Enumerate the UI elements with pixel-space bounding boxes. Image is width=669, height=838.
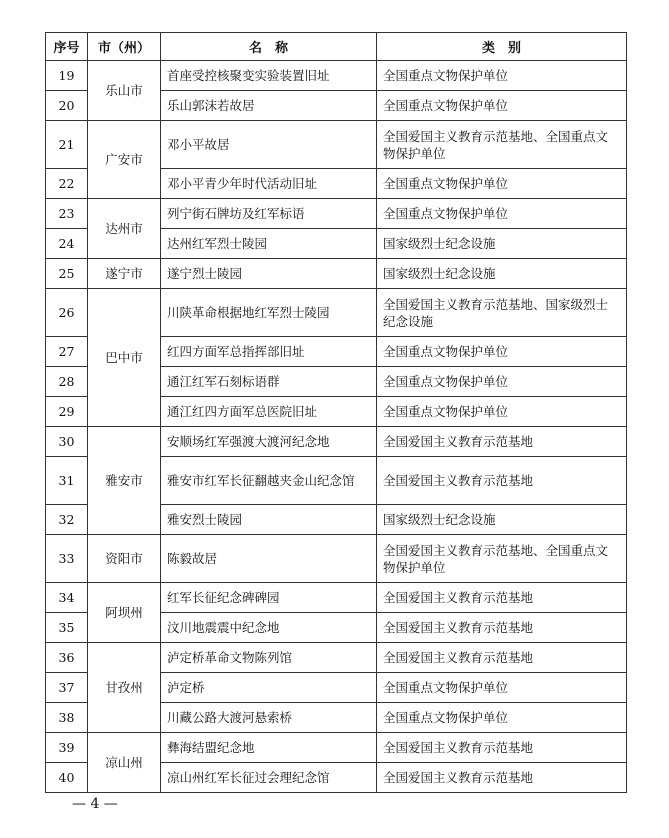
site-name: 汶川地震震中纪念地	[161, 613, 377, 643]
table-row	[46, 535, 627, 583]
site-category: 全国重点文物保护单位	[377, 703, 627, 733]
page-number: — 4 —	[72, 796, 118, 812]
table-row	[46, 199, 627, 229]
header-num: 序号	[46, 33, 88, 61]
row-number: 32	[46, 505, 88, 535]
site-name: 彝海结盟纪念地	[161, 733, 377, 763]
row-number: 29	[46, 397, 88, 427]
site-category: 全国重点文物保护单位	[377, 337, 627, 367]
table-row	[46, 427, 627, 457]
table-body	[46, 61, 627, 793]
row-number: 25	[46, 259, 88, 289]
site-category: 全国爱国主义教育示范基地、全国重点文物保护单位	[377, 535, 627, 583]
row-number: 37	[46, 673, 88, 703]
header-type: 类 别	[377, 33, 627, 61]
table-row	[46, 259, 627, 289]
city-cell: 广安市	[88, 121, 161, 199]
row-number: 40	[46, 763, 88, 793]
site-category: 国家级烈士纪念设施	[377, 229, 627, 259]
header-row	[46, 33, 627, 61]
city-cell: 凉山州	[88, 733, 161, 793]
site-name: 乐山郭沫若故居	[161, 91, 377, 121]
site-name: 遂宁烈士陵园	[161, 259, 377, 289]
site-name: 达州红军烈士陵园	[161, 229, 377, 259]
header-city: 市（州）	[88, 33, 161, 61]
city-cell: 乐山市	[88, 61, 161, 121]
city-cell: 资阳市	[88, 535, 161, 583]
site-category: 全国爱国主义教育示范基地	[377, 457, 627, 505]
row-number: 23	[46, 199, 88, 229]
row-number: 38	[46, 703, 88, 733]
city-cell: 雅安市	[88, 427, 161, 535]
row-number: 27	[46, 337, 88, 367]
row-number: 26	[46, 289, 88, 337]
site-category: 全国重点文物保护单位	[377, 61, 627, 91]
row-number: 28	[46, 367, 88, 397]
site-category: 全国爱国主义教育示范基地	[377, 613, 627, 643]
city-cell: 遂宁市	[88, 259, 161, 289]
row-number: 30	[46, 427, 88, 457]
site-name: 邓小平故居	[161, 121, 377, 169]
city-cell: 阿坝州	[88, 583, 161, 643]
row-number: 20	[46, 91, 88, 121]
site-name: 首座受控核聚变实验装置旧址	[161, 61, 377, 91]
site-name: 红四方面军总指挥部旧址	[161, 337, 377, 367]
row-number: 39	[46, 733, 88, 763]
site-category: 全国爱国主义教育示范基地	[377, 763, 627, 793]
site-name: 通江红军石刻标语群	[161, 367, 377, 397]
site-name: 红军长征纪念碑碑园	[161, 583, 377, 613]
site-name: 泸定桥革命文物陈列馆	[161, 643, 377, 673]
row-number: 19	[46, 61, 88, 91]
site-category: 全国重点文物保护单位	[377, 91, 627, 121]
site-name: 列宁街石牌坊及红军标语	[161, 199, 377, 229]
row-number: 34	[46, 583, 88, 613]
site-category: 全国爱国主义教育示范基地、国家级烈士纪念设施	[377, 289, 627, 337]
site-name: 邓小平青少年时代活动旧址	[161, 169, 377, 199]
site-name: 川陕革命根据地红军烈士陵园	[161, 289, 377, 337]
city-cell: 甘孜州	[88, 643, 161, 733]
site-name: 陈毅故居	[161, 535, 377, 583]
site-category: 全国爱国主义教育示范基地、全国重点文物保护单位	[377, 121, 627, 169]
site-category: 国家级烈士纪念设施	[377, 259, 627, 289]
table-row	[46, 733, 627, 763]
site-category: 全国重点文物保护单位	[377, 367, 627, 397]
site-category: 全国重点文物保护单位	[377, 673, 627, 703]
row-number: 22	[46, 169, 88, 199]
site-category: 国家级烈士纪念设施	[377, 505, 627, 535]
site-category: 全国爱国主义教育示范基地	[377, 733, 627, 763]
table-row	[46, 289, 627, 337]
site-category: 全国重点文物保护单位	[377, 199, 627, 229]
city-cell: 达州市	[88, 199, 161, 259]
site-category: 全国重点文物保护单位	[377, 169, 627, 199]
site-category: 全国爱国主义教育示范基地	[377, 583, 627, 613]
city-cell: 巴中市	[88, 289, 161, 427]
site-category: 全国爱国主义教育示范基地	[377, 427, 627, 457]
table-row	[46, 643, 627, 673]
site-name: 川藏公路大渡河悬索桥	[161, 703, 377, 733]
table-row	[46, 121, 627, 169]
site-name: 雅安烈士陵园	[161, 505, 377, 535]
header-name: 名 称	[161, 33, 377, 61]
row-number: 35	[46, 613, 88, 643]
site-name: 安顺场红军强渡大渡河纪念地	[161, 427, 377, 457]
site-name: 凉山州红军长征过会理纪念馆	[161, 763, 377, 793]
sites-table	[45, 32, 627, 793]
site-category: 全国爱国主义教育示范基地	[377, 643, 627, 673]
site-name: 雅安市红军长征翻越夹金山纪念馆	[161, 457, 377, 505]
site-category: 全国重点文物保护单位	[377, 397, 627, 427]
table-row	[46, 61, 627, 91]
row-number: 33	[46, 535, 88, 583]
table-row	[46, 583, 627, 613]
row-number: 31	[46, 457, 88, 505]
site-name: 通江红四方面军总医院旧址	[161, 397, 377, 427]
row-number: 24	[46, 229, 88, 259]
row-number: 36	[46, 643, 88, 673]
site-name: 泸定桥	[161, 673, 377, 703]
row-number: 21	[46, 121, 88, 169]
